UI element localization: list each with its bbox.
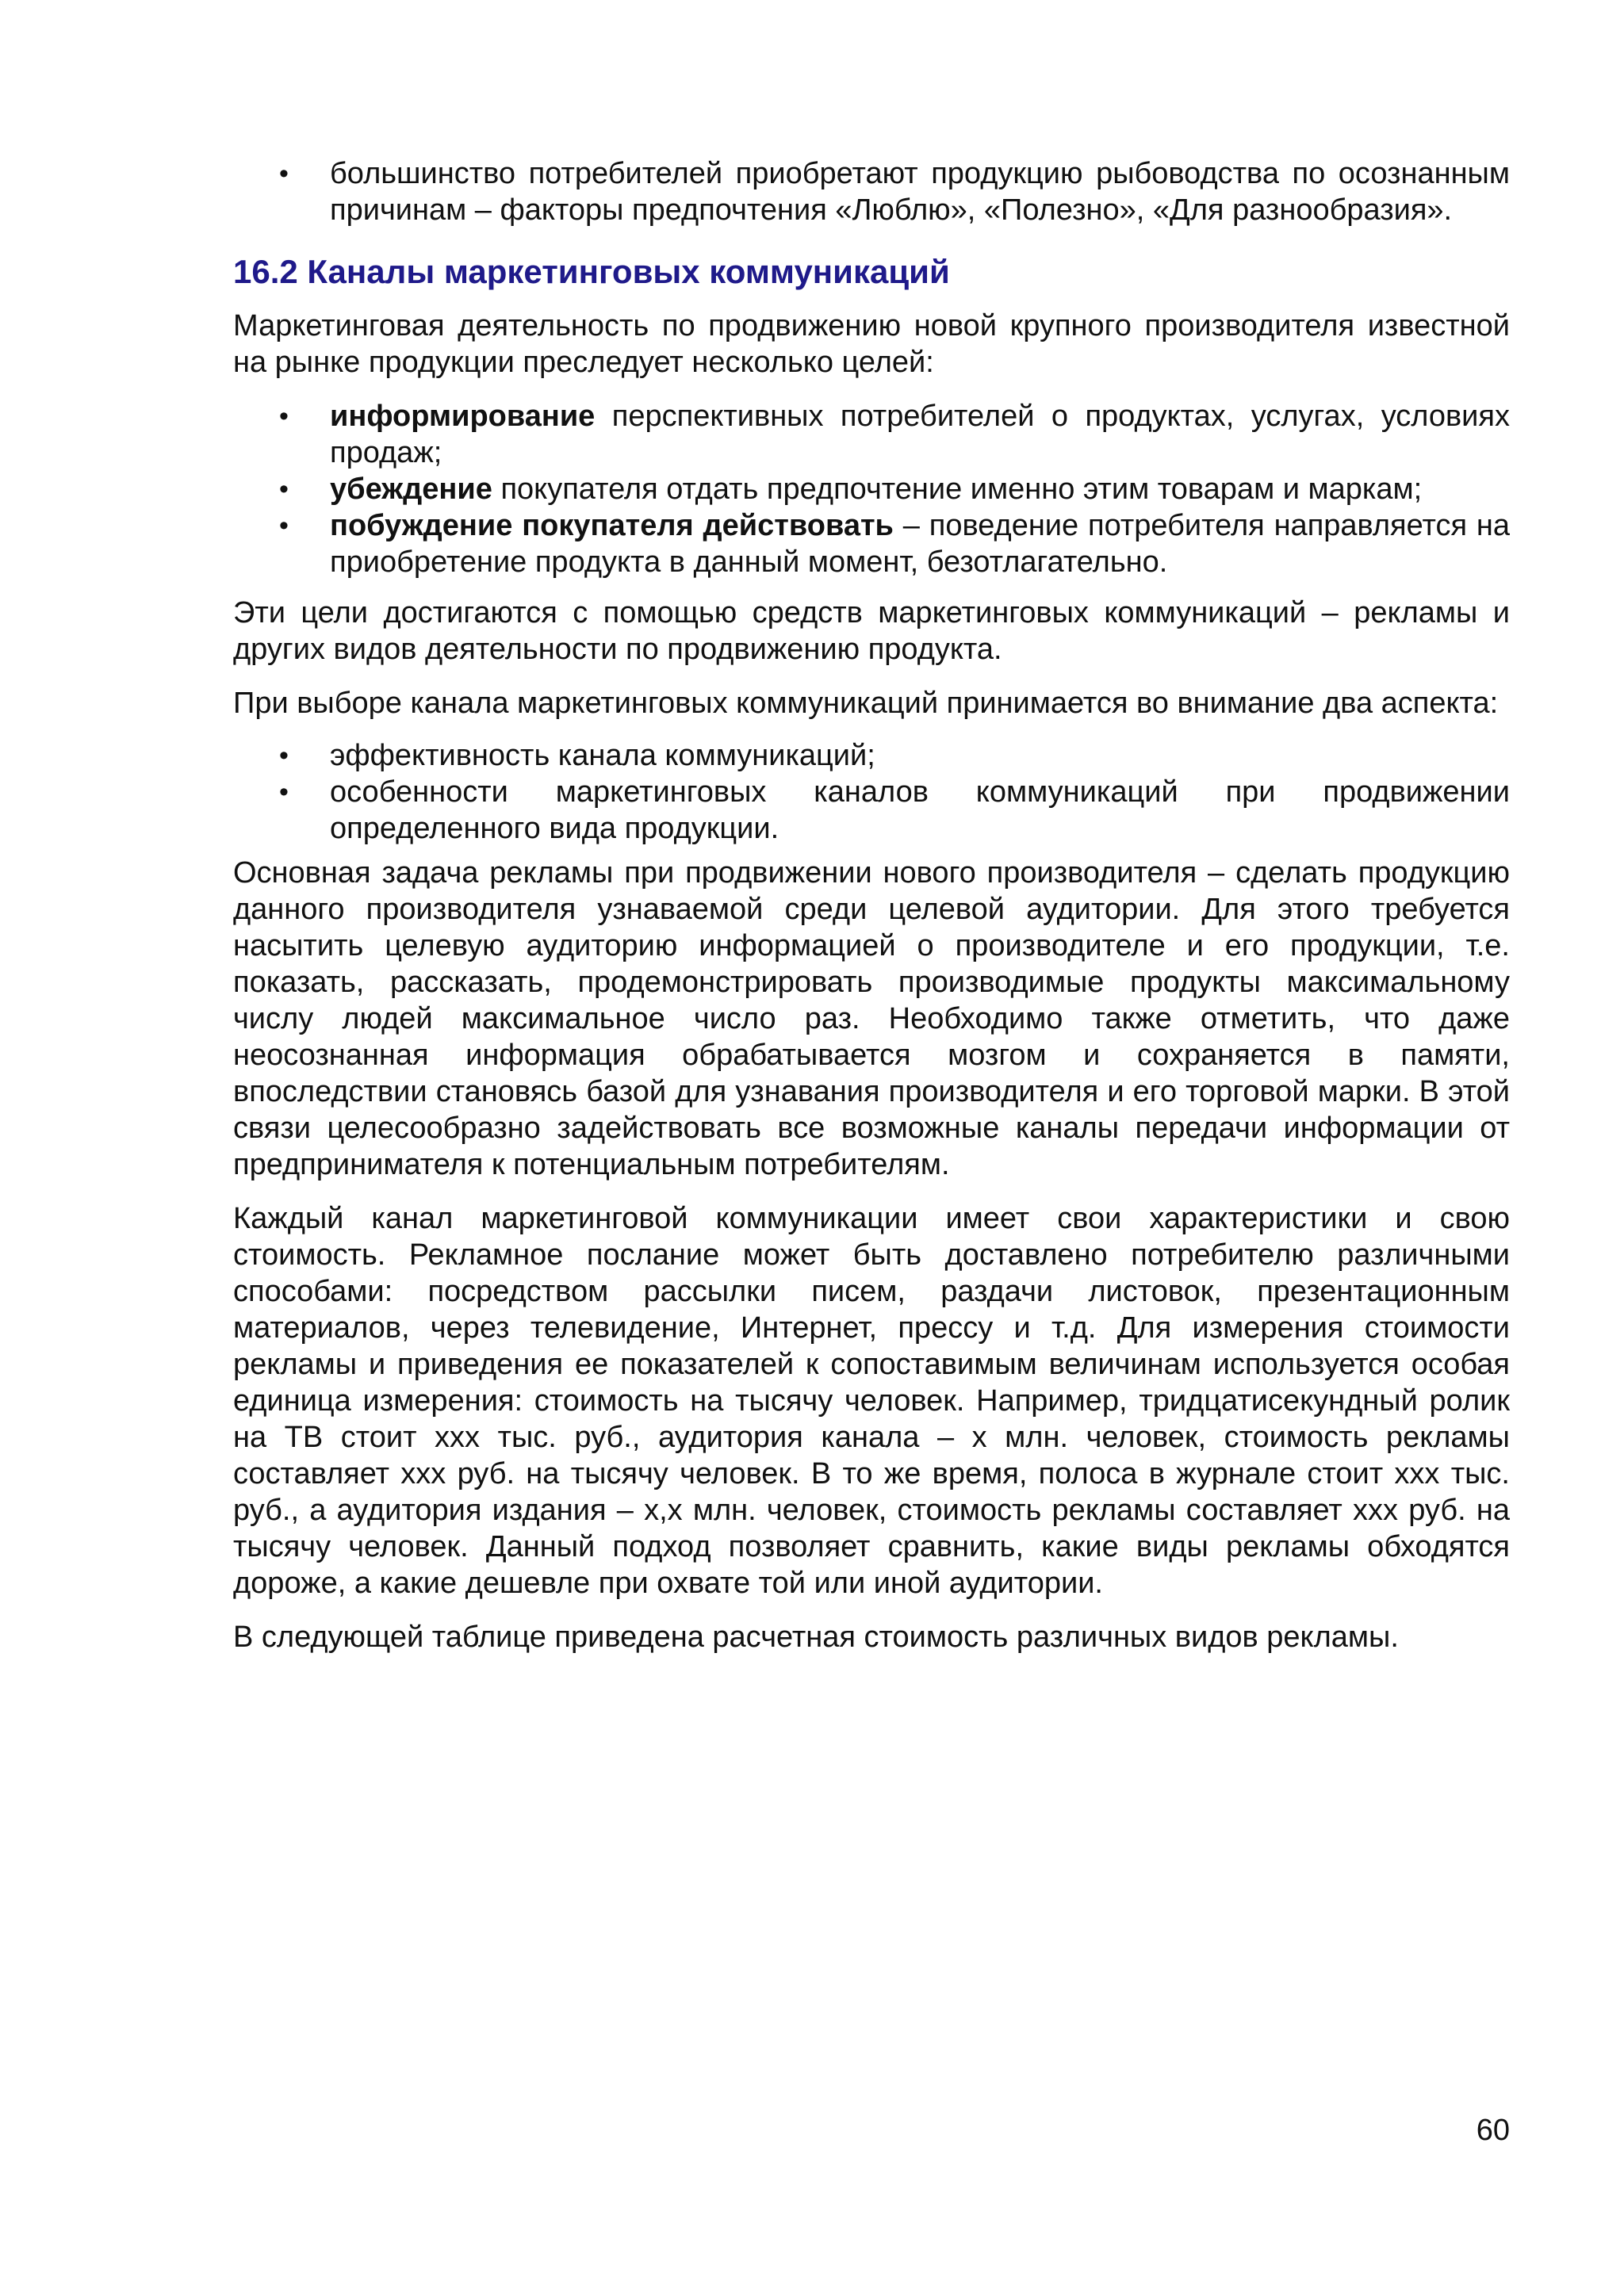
goal-term: информирование <box>330 400 596 433</box>
goal-term: побуждение покупателя действовать <box>330 509 894 542</box>
bullet-icon: • <box>279 474 289 504</box>
table-intro-paragraph: В следующей таблице приведена расчетная стоимость различных видов рекламы. <box>233 1621 1399 1654</box>
top-bullet-list <box>233 155 1510 228</box>
page-content <box>233 155 1510 1673</box>
goal-text: – поведение потребителя направляется на приобретение продукта в данный момент, безотлагательно. <box>330 509 1510 579</box>
goal-text: покупателя отдать предпочтение именно этим товарам и маркам; <box>492 473 1423 506</box>
goals-list <box>233 398 1510 580</box>
list-item-text: большинство потребителей приобретают продукцию рыбоводства по осознанным причинам – факторы предпочтения «Люблю», «Полезно», «Для разнообразия». <box>330 157 1510 227</box>
aspects-paragraph: При выборе канала маркетинговых коммуникаций принимается во внимание два аспекта: <box>233 687 1499 720</box>
bullet-icon: • <box>279 401 289 431</box>
list-item <box>233 737 1510 774</box>
list-item <box>233 398 1510 471</box>
bullet-icon: • <box>279 159 289 189</box>
goal-term: убеждение <box>330 473 492 506</box>
bullet-icon: • <box>279 777 289 807</box>
section-heading: 16.2 Каналы маркетинговых коммуникаций <box>233 253 950 290</box>
list-item <box>233 507 1510 580</box>
list-item <box>233 471 1510 507</box>
list-item <box>233 155 1510 228</box>
bullet-icon: • <box>279 740 289 771</box>
goals-paragraph: Эти цели достигаются с помощью средств маркетинговых коммуникаций – рекламы и других видов деятельности по продвижению продукта. <box>233 596 1510 666</box>
list-item <box>233 774 1510 847</box>
page-number: 60 <box>1476 2114 1510 2147</box>
goal-text: перспективных потребителей о продуктах, услугах, условиях продаж; <box>330 400 1510 469</box>
channels-paragraph: Каждый канал маркетинговой коммуникации имеет свои характеристики и свою стоимость. Рекламное послание может быть доставлено потребителю различными способами: посредством рассылки писем, раздачи листовок, презентационным материалов, через телевидение, Интернет, прессу и т.д. Для измерения стоимости рекламы и приведения ее показателей к сопоставимым величинам используется особая единица измерения: стоимость на тысячу человек. Например, тридцатисекундный ролик на ТВ стоит ххх тыс. руб., аудитория канала – х млн. человек, стоимость рекламы составляет ххх руб. на тысячу человек. В то же время, полоса в журнале стоит ххх тыс. руб., а аудитория издания – х,х млн. человек, стоимость рекламы составляет ххх руб. на тысячу человек. Данный подход позволяет сравнить, какие виды рекламы обходятся дороже, а какие дешевле при охвате той или иной аудитории. <box>233 1202 1510 1600</box>
list-item-text: эффективность канала коммуникаций; <box>330 739 875 772</box>
main-task-paragraph: Основная задача рекламы при продвижении нового производителя – сделать продукцию данного производителя узнаваемой среди целевой аудитории. Для этого требуется насытить целевую аудиторию информацией о производителе и его продукции, т.е. показать, рассказать, продемонстрировать производимые продукты максимальному числу людей максимальное число раз. Необходимо также отметить, что даже неосознанная информация обрабатывается мозгом и сохраняется в памяти, впоследствии становясь базой для узнавания производителя и его торговой марки. В этой связи целесообразно задействовать все возможные каналы передачи информации от предпринимателя к потенциальным потребителям. <box>233 856 1510 1181</box>
intro-paragraph: Маркетинговая деятельность по продвижению новой крупного производителя известной на рынке продукции преследует несколько целей: <box>233 309 1510 379</box>
bullet-icon: • <box>279 511 289 541</box>
list-item-text: особенности маркетинговых каналов коммуникаций при продвижении определенного вида продукции. <box>330 775 1510 845</box>
aspects-list <box>233 737 1510 847</box>
